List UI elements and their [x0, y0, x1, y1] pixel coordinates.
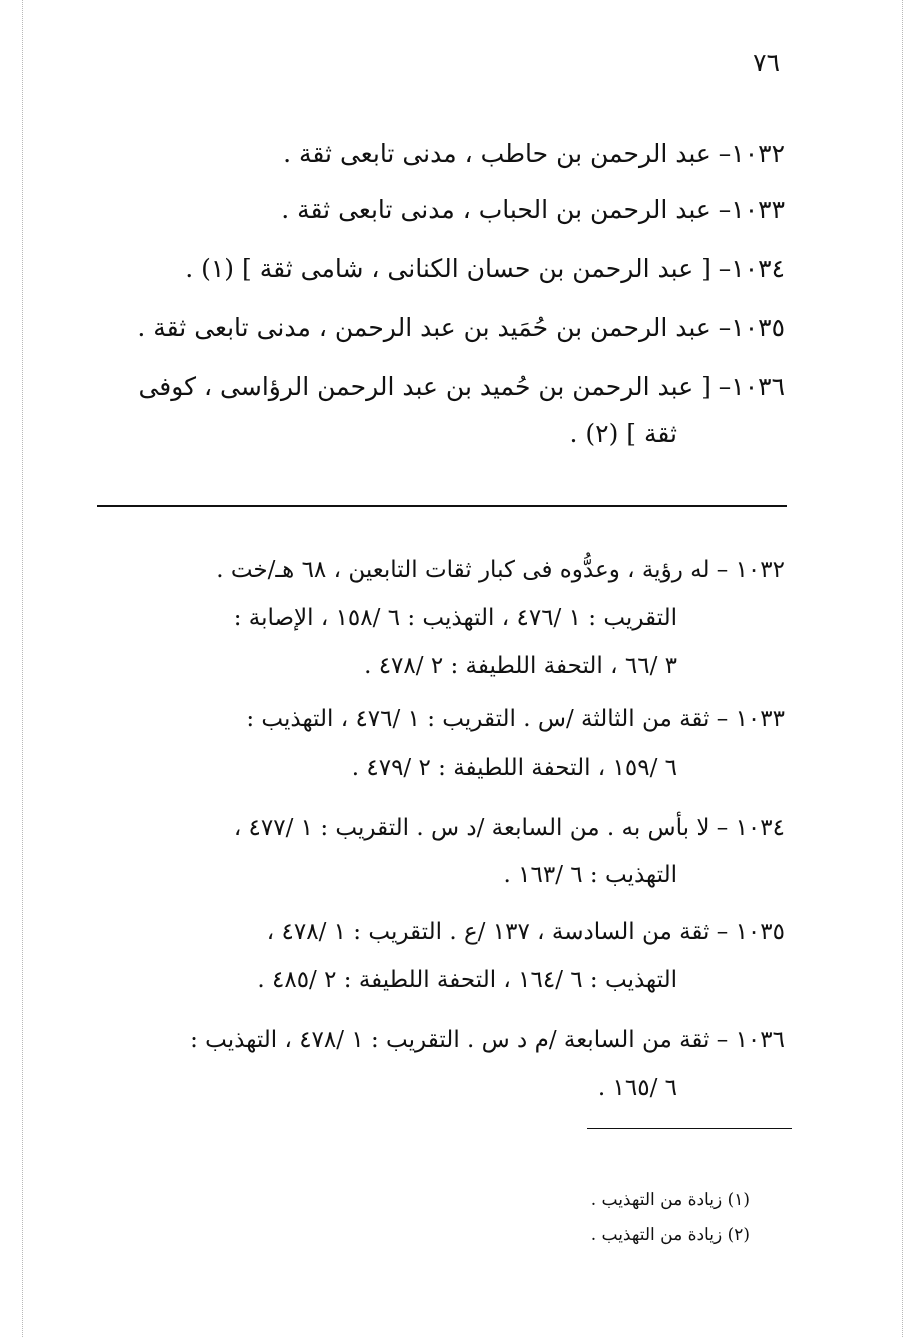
note-1036-line-1: ١٠٣٦ – ثقة من السابعة /م د س . التقريب : ١ /٤٧٨ ، التهذيب : — [190, 1027, 785, 1053]
note-1033-line-1: ١٠٣٣ – ثقة من الثالثة /س . التقريب : ١ /٤٧٦ ، التهذيب : — [246, 706, 785, 732]
page-edge-right — [902, 0, 903, 1337]
entry-1034: ١٠٣٤– [ عبد الرحمن بن حسان الكنانى ، شامى ثقة ] (١) . — [185, 254, 785, 283]
note-1035-line-2: التهذيب : ٦ /١٦٤ ، التحفة اللطيفة : ٢ /٤٨٥ . — [257, 967, 677, 993]
note-1036-line-2: ٦ /١٦٥ . — [597, 1075, 677, 1101]
page-number: ٧٦ — [753, 48, 780, 77]
note-1032-line-2: التقريب : ١ /٤٧٦ ، التهذيب : ٦ /١٥٨ ، الإصابة : — [233, 605, 677, 631]
entry-1035: ١٠٣٥– عبد الرحمن بن حُمَيد بن عبد الرحمن ، مدنى تابعى ثقة . — [137, 313, 785, 342]
entry-1032: ١٠٣٢– عبد الرحمن بن حاطب ، مدنى تابعى ثقة . — [283, 139, 785, 168]
note-1033-line-2: ٦ /١٥٩ ، التحفة اللطيفة : ٢ /٤٧٩ . — [351, 755, 677, 781]
note-1032-line-3: ٣ /٦٦ ، التحفة اللطيفة : ٢ /٤٧٨ . — [364, 653, 677, 679]
note-1034-line-2: التهذيب : ٦ /١٦٣ . — [503, 862, 677, 888]
footnote-1: (١) زيادة من التهذيب . — [590, 1190, 750, 1210]
entry-1036-line-1: ١٠٣٦– [ عبد الرحمن بن حُميد بن عبد الرحمن الرؤاسى ، كوفى — [138, 372, 785, 401]
note-1034-line-1: ١٠٣٤ – لا بأس به . من السابعة /د س . التقريب : ١ /٤٧٧ ، — [233, 815, 785, 841]
note-1035-line-1: ١٠٣٥ – ثقة من السادسة ، ١٣٧ /ع . التقريب : ١ /٤٧٨ ، — [266, 919, 785, 945]
section-divider — [97, 505, 787, 507]
footnote-divider — [587, 1128, 792, 1129]
note-1032-line-1: ١٠٣٢ – له رؤية ، وعدُّوه فى كبار ثقات التابعين ، ٦٨ هـ/خت . — [216, 557, 785, 583]
page-edge-left — [22, 0, 23, 1337]
entry-1033: ١٠٣٣– عبد الرحمن بن الحباب ، مدنى تابعى ثقة . — [281, 195, 785, 224]
footnote-2: (٢) زيادة من التهذيب . — [590, 1225, 750, 1245]
entry-1036-line-2: ثقة ] (٢) . — [569, 419, 677, 448]
